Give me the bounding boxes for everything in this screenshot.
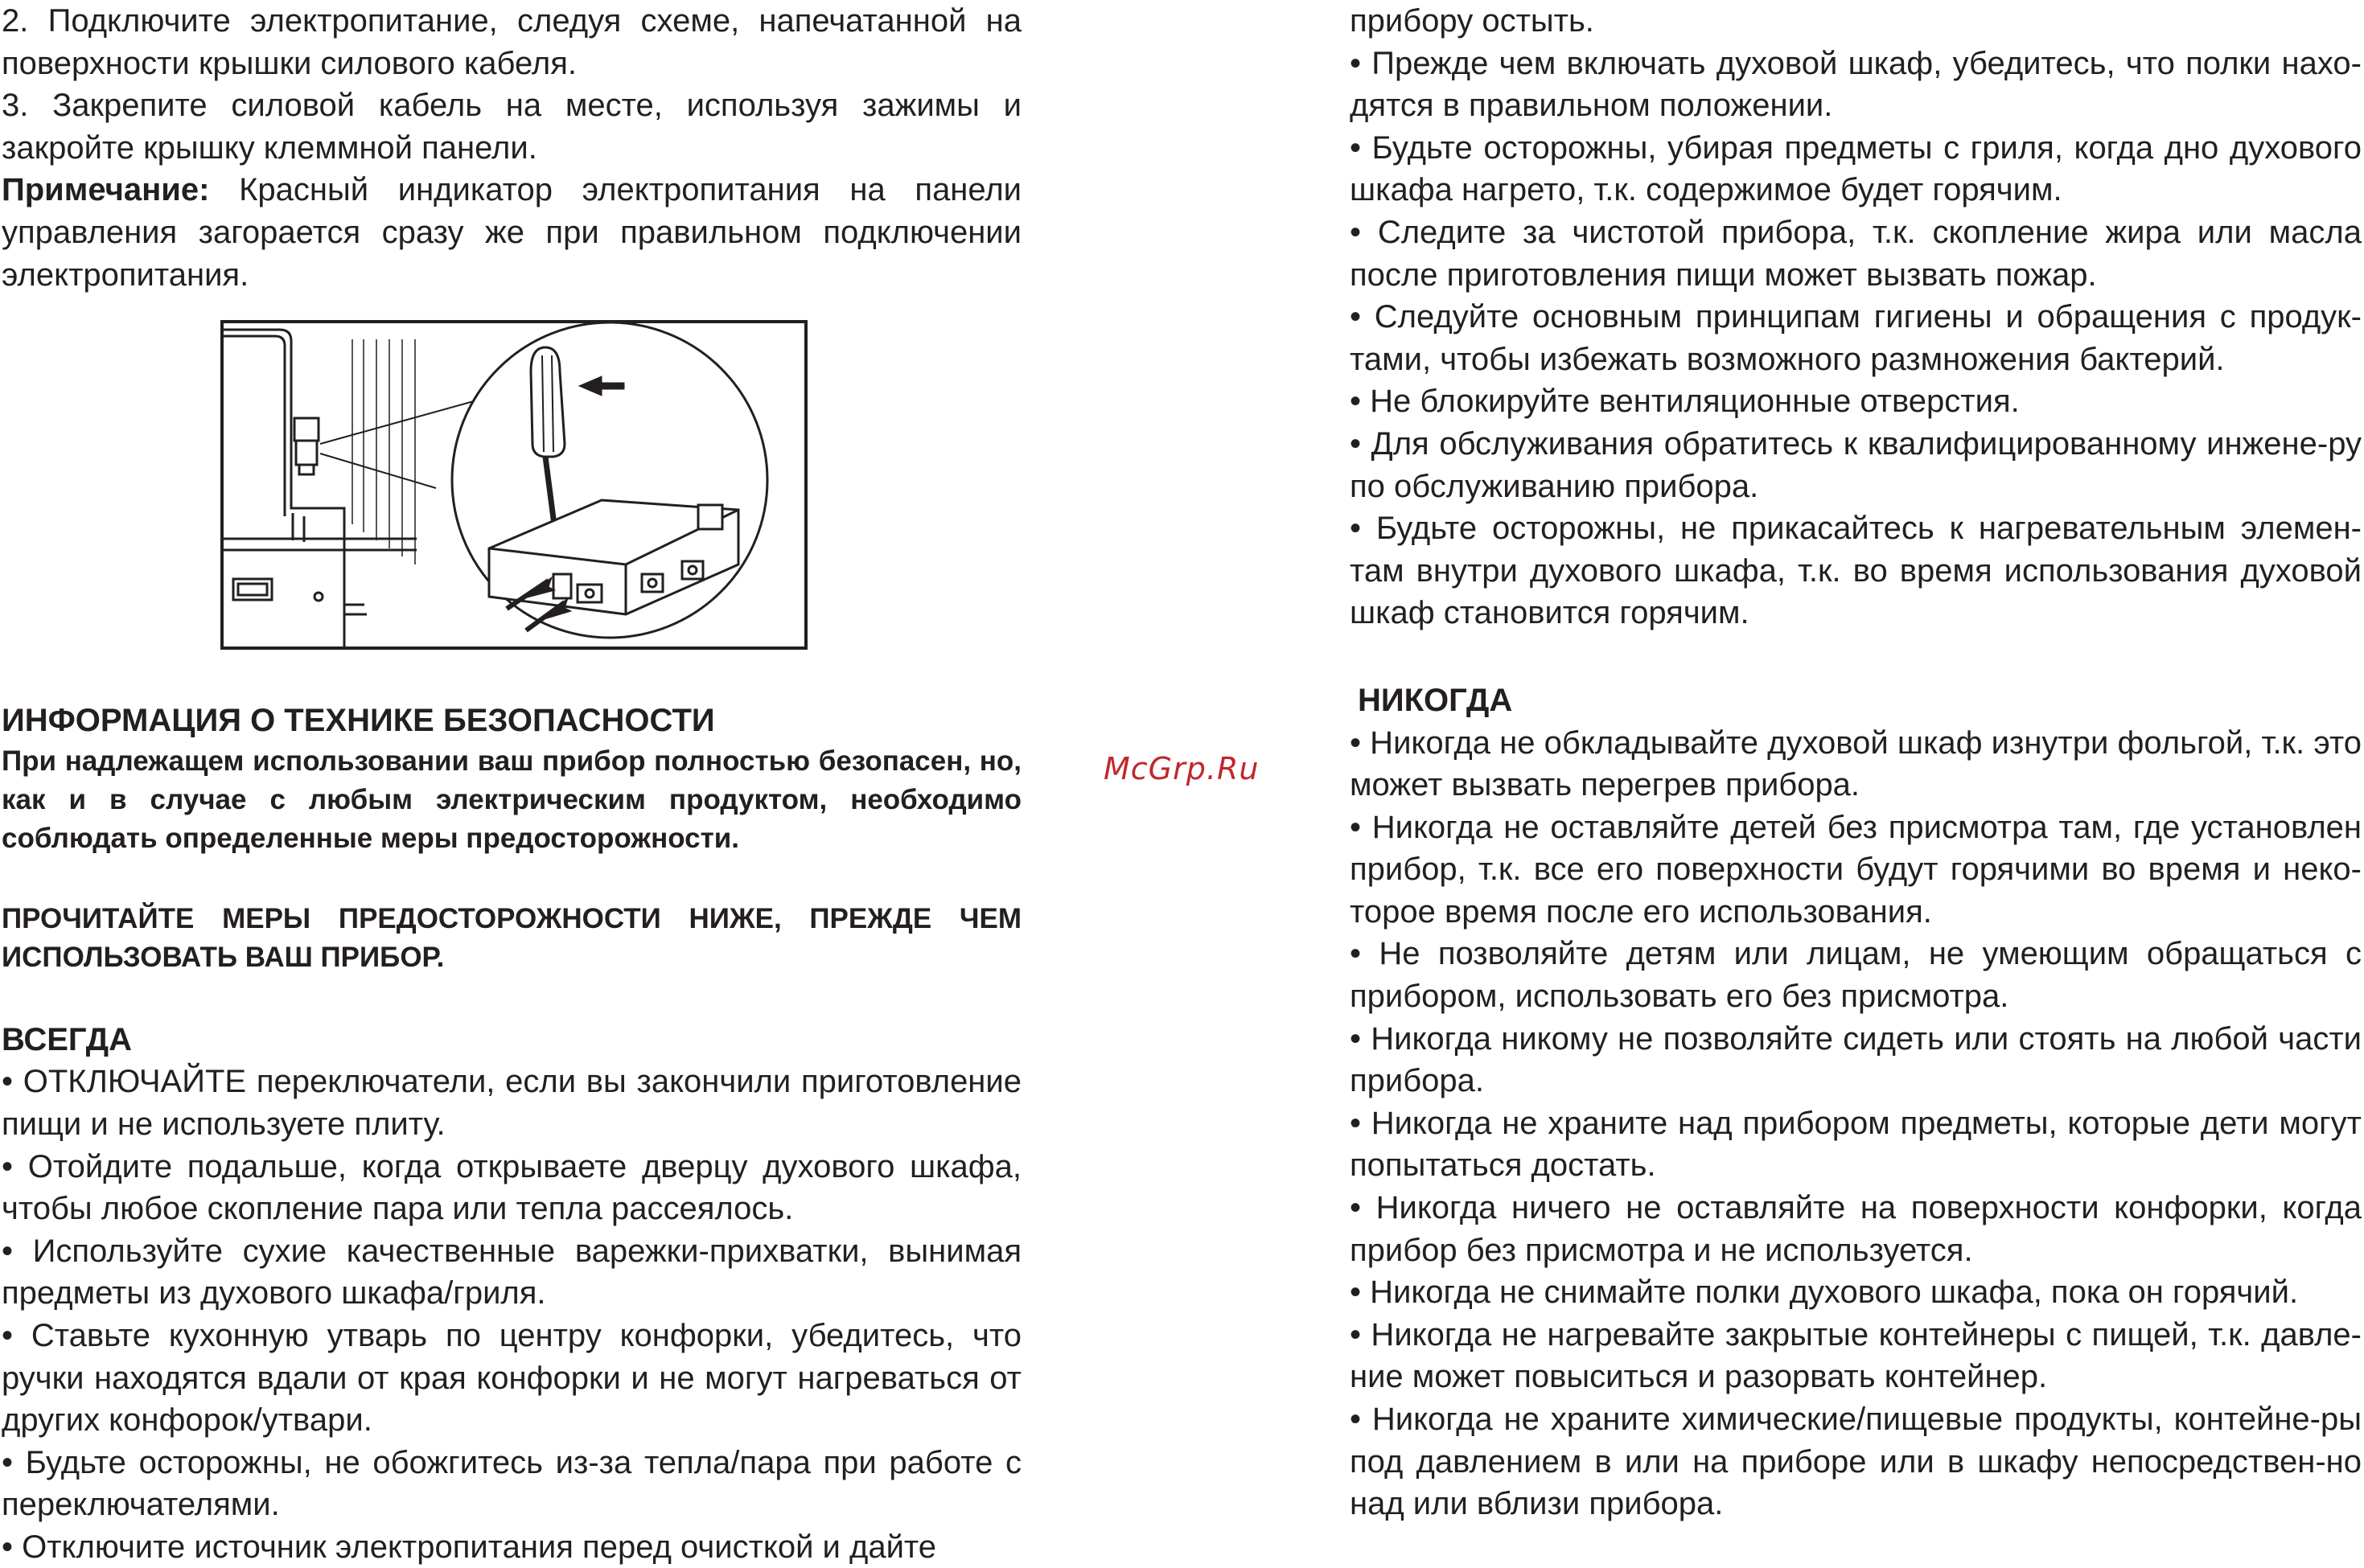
never-item: • Не позволяйте детям или лицам, не умеющим обращаться с прибором, использовать его без присмотра. [1350, 936, 2362, 1015]
note-text: Красный индикатор электропитания на панели управления загорается сразу же при правильном подключении электропитания. [2, 172, 1022, 293]
terminal-block-illustration [220, 320, 808, 650]
continued-item: • Для обслуживания обратитесь к квалифицированному инжене-ру по обслуживанию прибора. [1350, 425, 2362, 504]
read-warning: ПРОЧИТАЙТЕ МЕРЫ ПРЕДОСТОРОЖНОСТИ НИЖЕ, ПРЕЖДЕ ЧЕМ ИСПОЛЬЗОВАТЬ ВАШ ПРИБОР. [2, 902, 1022, 973]
never-item: • Никогда не обкладывайте духовой шкаф изнутри фольгой, т.к. это может вызвать перегрев прибора. [1350, 724, 2362, 803]
note-label: Примечание: [2, 172, 210, 208]
note-paragraph [2, 169, 1022, 296]
continued-item: • Следуйте основным принципам гигиены и обращения с продук-тами, чтобы избежать возможного размножения бактерий. [1350, 299, 2362, 377]
never-item: • Никогда не снимайте полки духового шкафа, пока он горячий. [1350, 1275, 2299, 1311]
right-column [1350, 0, 2362, 1525]
never-item: • Никогда никому не позволяйте сидеть или стоять на любой части прибора. [1350, 1020, 2362, 1099]
never-item: • Никогда не нагревайте закрытые контейнеры с пищей, т.к. давле-ние может повыситься и разорвать контейнер. [1350, 1316, 2362, 1395]
screwdriver-terminal-diagram [224, 323, 804, 646]
always-item: • ОТКЛЮЧАЙТЕ переключатели, если вы закончили приготовление пищи и не используете плиту. [2, 1064, 1022, 1142]
always-item: • Ставьте кухонную утварь по центру конфорки, убедитесь, что ручки находятся вдали от края конфорки и не могут нагреваться от других конфорок/утвари. [2, 1317, 1022, 1439]
never-item: • Никогда ничего не оставляйте на поверхности конфорки, когда прибор без присмотра и не используется. [1350, 1190, 2362, 1268]
never-item: • Никогда не храните химические/пищевые продукты, контейне-ры под давлением в или на приборе или в шкафу непосредствен-но над или вблизи прибора. [1350, 1402, 2362, 1522]
install-step: 2. Подключите электропитание, следуя схеме, напечатанной на поверхности крышки силового кабеля. [2, 3, 1022, 81]
always-item: • Будьте осторожны, не обожгитесь из-за тепла/пара при работе с переключателями. [2, 1444, 1022, 1523]
safety-heading: ИНФОРМАЦИЯ О ТЕХНИКЕ БЕЗОПАСНОСТИ [2, 703, 715, 739]
continued-item: • Будьте осторожны, убирая предметы с гриля, когда дно духового шкафа нагрето, т.к. содержимое будет горячим. [1350, 129, 2362, 208]
always-item: • Отключите источник электропитания перед очисткой и дайте [2, 1529, 937, 1565]
continued-item: • Не блокируйте вентиляционные отверстия. [1350, 384, 2020, 420]
always-heading: ВСЕГДА [2, 1021, 132, 1057]
continued-item: • Прежде чем включать духовой шкаф, убедитесь, что полки нахо-дятся в правильном положении. [1350, 45, 2362, 124]
always-item: • Отойдите подальше, когда открываете дверцу духового шкафа, чтобы любое скопление пара или тепла рассеялось. [2, 1148, 1022, 1227]
safety-intro: При надлежащем использовании ваш прибор полностью безопасен, но, как и в случае с любым электрическим продуктом, необходимо соблюдать определенные меры предосторожности. [2, 745, 1022, 854]
always-item: • Используйте сухие качественные варежки-прихватки, вынимая предметы из духового шкафа/гриля. [2, 1233, 1022, 1311]
continued-item: • Будьте осторожны, не прикасайтесь к нагревательным элемен-там внутри духового шкафа, т.к. во время использования духовой шкаф становится горячим. [1350, 511, 2362, 631]
never-item: • Никогда не храните над прибором предметы, которые дети могут попытаться достать. [1350, 1105, 2362, 1184]
left-column [2, 0, 1022, 1568]
watermark: McGrp.Ru [1104, 751, 1260, 786]
never-heading: НИКОГДА [1358, 682, 1513, 718]
continued-item: прибору остыть. [1350, 3, 1594, 39]
continued-item: • Следите за чистотой прибора, т.к. скопление жира или масла после приготовления пищи может вызвать пожар. [1350, 214, 2362, 293]
never-item: • Никогда не оставляйте детей без присмотра там, где установлен прибор, т.к. все его поверхности будут горячими во время и неко-торое время после его использования. [1350, 809, 2362, 930]
install-step: 3. Закрепите силовой кабель на месте, используя зажимы и закройте крышку клеммной панели. [2, 88, 1022, 166]
